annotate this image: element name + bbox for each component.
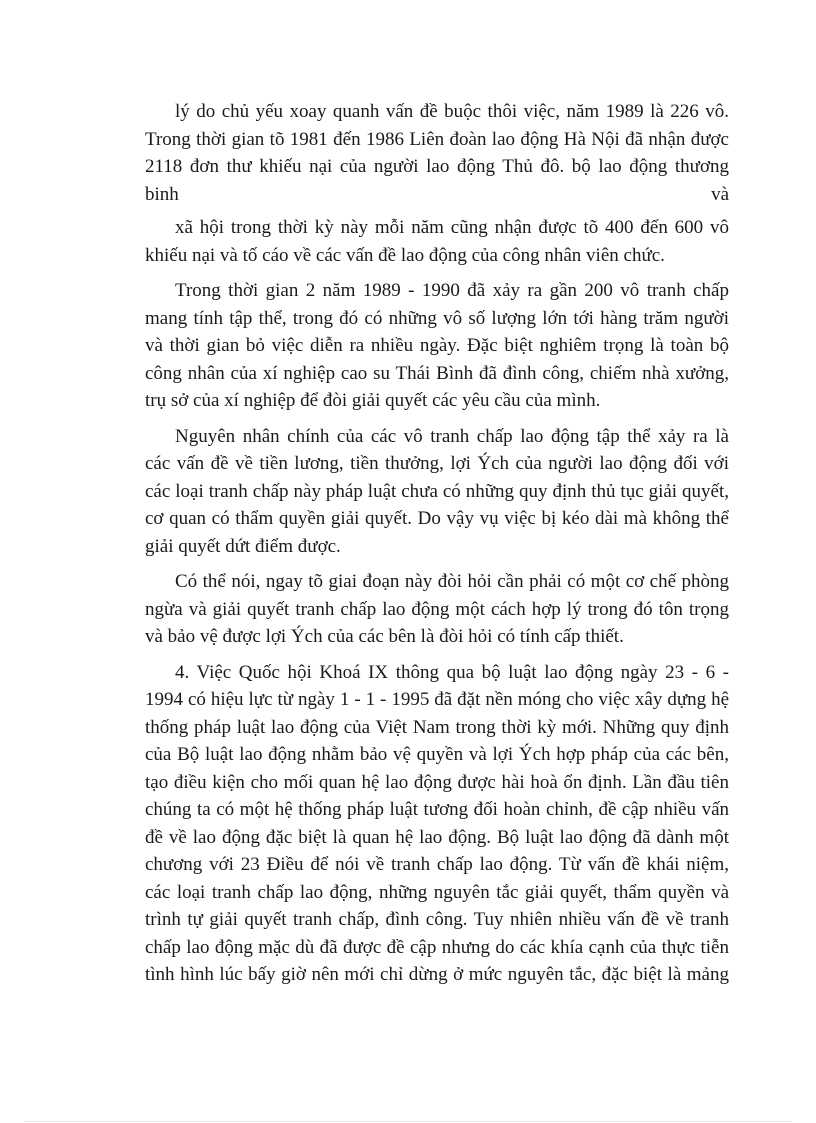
paragraph-line: mang tính tập thể, trong đó có những vô số lượng lớn tới hàng trăm người (145, 307, 729, 329)
word-va: và (711, 183, 729, 205)
paragraph-line: Nguyên nhân chính của các vô tranh chấp lao động tập thể xảy ra là (175, 425, 729, 447)
paragraph-line: xã hội trong thời kỳ này mỗi năm cũng nhận được tõ 400 đến 600 vô (175, 217, 729, 238)
paragraph-line: khiếu nại và tố cáo về các vấn đề lao động của công nhân viên chức. (145, 244, 665, 266)
paragraph-3 (145, 277, 729, 415)
paragraph-line: 4. Việc Quốc hội Khoá IX thông qua bộ luật lao động ngày 23 - 6 - (175, 661, 729, 683)
paragraph-2 (145, 214, 729, 269)
paragraph-line: các loại tranh chấp lao động, những nguyên tắc giải quyết, thẩm quyền và (145, 881, 729, 903)
body-text (145, 98, 729, 989)
paragraph-line: ngừa và giải quyết tranh chấp lao động một cách hợp lý trong đó tôn trọng (145, 598, 729, 620)
paragraph-line: công nhân của xí nghiệp cao su Thái Bình đã đình công, chiếm nhà xưởng, (145, 362, 729, 384)
paragraph-line: Trong thời gian 2 năm 1989 - 1990 đã xảy ra gần 200 vô tranh chấp (175, 280, 729, 301)
paragraph-line: và bảo vệ được lợi Ých của các bên là đòi hỏi có tính cấp thiết. (145, 626, 624, 647)
paragraph-line: cơ quan có thẩm quyền giải quyết. Do vậy vụ việc bị kéo dài mà không thể (145, 508, 729, 529)
paragraph-line: các loại tranh chấp này pháp luật chưa có những quy định thủ tục giải quyết, (145, 480, 729, 502)
paragraph-line: thống pháp luật lao động của Việt Nam trong thời kỳ mới. Những quy định (145, 716, 729, 738)
paragraph-line: đề về lao động đặc biệt là quan hệ lao động. Bộ luật lao động đã dành một (145, 826, 729, 848)
paragraph-4 (145, 423, 729, 561)
paragraph-5 (145, 568, 729, 651)
paragraph-line: chấp lao động mặc dù đã được đề cập nhưng do các khía cạnh của thực tiễn (145, 936, 729, 958)
paragraph-line: trụ sở của xí nghiệp để đòi giải quyết các yêu cầu của mình. (145, 390, 601, 411)
paragraph-line: và thời gian bỏ việc diễn ra nhiều ngày. Đặc biệt nghiêm trọng là toàn bộ (145, 335, 729, 356)
paragraph-line: 2118 đơn thư khiếu nại của người lao động Thủ đô. bộ lao động thương (145, 156, 729, 177)
paragraph-line: của Bộ luật lao động nhằm bảo vệ quyền và lợi Ých hợp pháp của các bên, (145, 744, 729, 765)
paragraph-line: các vấn đề về tiền lương, tiền thưởng, lợi Ých của người lao động đối với (145, 453, 729, 474)
paragraph-1 (145, 98, 729, 208)
paragraph-line: lý do chủ yếu xoay quanh vấn đề buộc thôi việc, năm 1989 là 226 vô. (175, 101, 729, 122)
paragraph-line: Có thể nói, ngay tõ giai đoạn này đòi hỏi cần phải có một cơ chế phòng (175, 571, 729, 592)
paragraph-line: tình hình lúc bấy giờ nên mới chỉ dừng ở mức nguyên tắc, đặc biệt là mảng (145, 964, 729, 985)
paragraph-line: 1994 có hiệu lực từ ngày 1 - 1 - 1995 đã đặt nền móng cho việc xây dựng hệ (145, 689, 729, 710)
paragraph-6 (145, 659, 729, 989)
paragraph-line: trình tự giải quyết tranh chấp, đình công. Tuy nhiên nhiều vấn đề về tranh (145, 909, 729, 930)
paragraph-line (145, 181, 729, 209)
paragraph-line: chương với 23 Điều để nói về tranh chấp lao động. Từ vấn đề khái niệm, (145, 854, 729, 875)
paragraph-line: tạo điều kiện cho mối quan hệ lao động được hài hoà ổn định. Lần đầu tiên (145, 771, 729, 793)
paragraph-line: Trong thời gian tõ 1981 đến 1986 Liên đoàn lao động Hà Nội đã nhận được (145, 128, 729, 150)
paragraph-line: chúng ta có một hệ thống pháp luật tương đối hoàn chỉnh, đề cập nhiều vấn (145, 799, 729, 820)
paragraph-line: giải quyết dứt điểm được. (145, 535, 341, 557)
page-bottom-divider (25, 1121, 791, 1122)
word-binh: binh (145, 183, 179, 205)
